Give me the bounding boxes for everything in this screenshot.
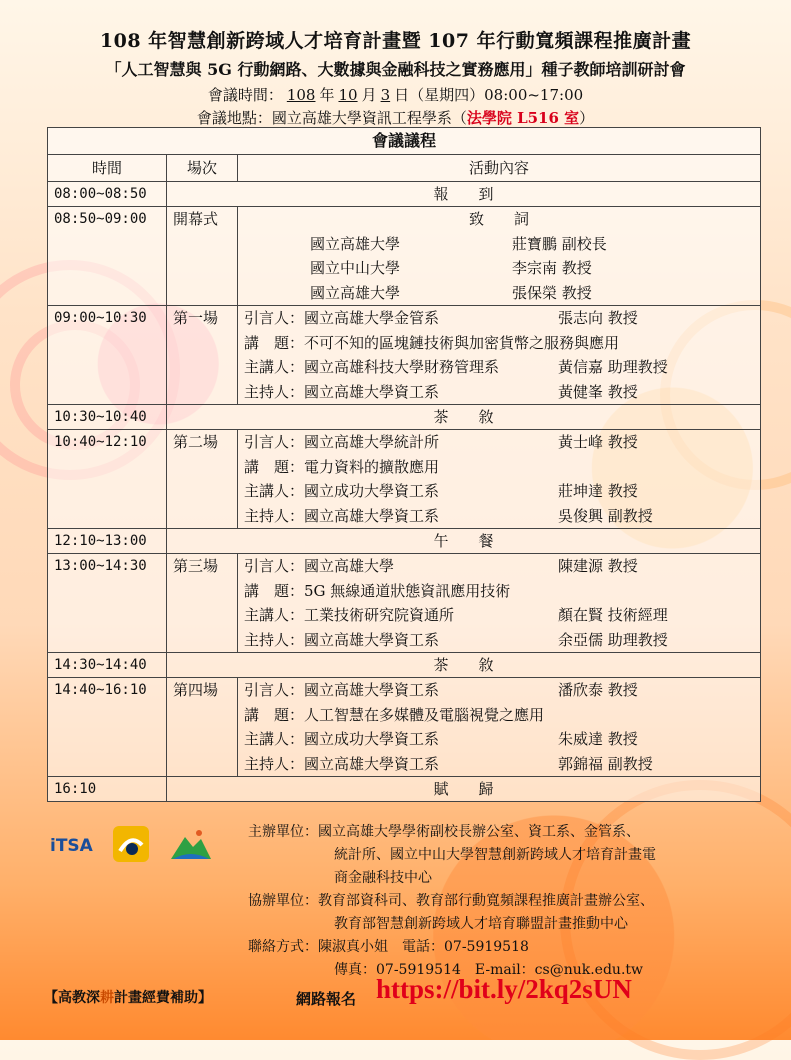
header-content: 活動內容 [238,155,761,182]
meeting-time: 會議時間： 108 年 10 月 3 日（星期四）08:00~17:00 [207,86,584,104]
table-row: 12:10~13:00 午 餐 [48,529,761,554]
table-row: 08:50~09:00 開幕式 致 詞 國立高雄大學 莊寶鵬 副校長 國立中山大學 李宗南 教授 國立高雄大學 張保榮 教授 [48,207,761,306]
page-header [0,26,791,128]
register-label: 網路報名 [296,990,357,1008]
agenda-header-row [48,155,761,182]
co-organizer-line: 協辦單位：教育部資科司、教育部行動寬頻課程推廣計畫辦公室、 [248,893,654,909]
register-link[interactable]: https://bit.ly/2kq2sUN [376,974,632,1004]
university-logo [112,825,150,867]
meeting-place: 會議地點：國立高雄大學資訊工程學系（法學院 L516 室） [196,109,595,127]
meeting-room: 法學院 L516 室 [466,109,580,127]
organizer-line: 主辦單位：國立高雄大學學術副校長辦公室、資工系、金管系、 [248,824,640,840]
itsa-logo: iTSA [50,836,93,856]
sponsor-logos [50,825,227,867]
footer-info: 主辦單位：國立高雄大學學術副校長辦公室、資工系、金管系、 統計所、國立中山大學智慧創新跨域人才培育計畫電 商金融科技中心 協辦單位：教育部資科司、教育部行動寬頻課程推廣計畫辦公室、 教育部智慧創新跨域人才培育聯盟計畫推動中心 聯絡方式：陳淑真小姐 電話：07-5919518 傳真：07-5919514 E-mail：cs@nuk.edu.tw [248,821,768,982]
contact-line: 聯絡方式：陳淑真小姐 電話：07-5919518 [248,939,529,955]
header-session: 場次 [167,155,238,182]
agenda-title: 會議議程 [48,128,761,155]
table-row: 08:00~08:50 報 到 [48,182,761,207]
agenda-title-row [48,128,761,155]
header-time: 時間 [48,155,167,182]
event-subtitle: 「人工智慧與 5G 行動網路、大數據與金融科技之實務應用」種子教師培訓研討會 [105,60,686,79]
table-row: 10:40~12:10 第二場 引言人：國立高雄大學統計所 黃士峰 教授 講 題：電力資料的擴散應用 主講人：國立成功大學資工系 莊坤達 教授 主持人：國立高雄大學資工系 吳俊興 副教授 [48,430,761,529]
table-row: 13:00~14:30 第三場 引言人：國立高雄大學 陳建源 教授 講 題：5G 無線通道狀態資訊應用技術 主講人：工業技術研究院資通所 顏在賢 技術經理 主持人：國立高雄大學資工系 余亞儒 助理教授 [48,554,761,653]
agenda-table [47,127,761,802]
mountain-logo [169,825,213,867]
contact-fax-email: 傳真：07-5919514 E-mail：cs@nuk.edu.tw [334,962,643,978]
table-row: 14:40~16:10 第四場 引言人：國立高雄大學資工系 潘欣泰 教授 講 題：人工智慧在多媒體及電腦視覺之應用 主講人：國立成功大學資工系 朱威達 教授 主持人：國立高雄大學資工系 郭錦福 副教授 [48,678,761,777]
table-row: 14:30~14:40 茶 敘 [48,653,761,678]
table-row: 10:30~10:40 茶 敘 [48,405,761,430]
table-row: 09:00~10:30 第一場 引言人：國立高雄大學金管系 張志向 教授 講 題：不可不知的區塊鏈技術與加密貨幣之服務與應用 主講人：國立高雄科技大學財務管理系 黃信嘉 助理教授 主持人：國立高雄大學資工系 黃健峯 教授 [48,306,761,405]
table-row: 16:10 賦 歸 [48,777,761,802]
event-title: 108 年智慧創新跨域人才培育計畫暨 107 年行動寬頻課程推廣計畫 [99,30,692,52]
funding-note: 【高教深耕計畫經費補助】 [44,990,212,1006]
